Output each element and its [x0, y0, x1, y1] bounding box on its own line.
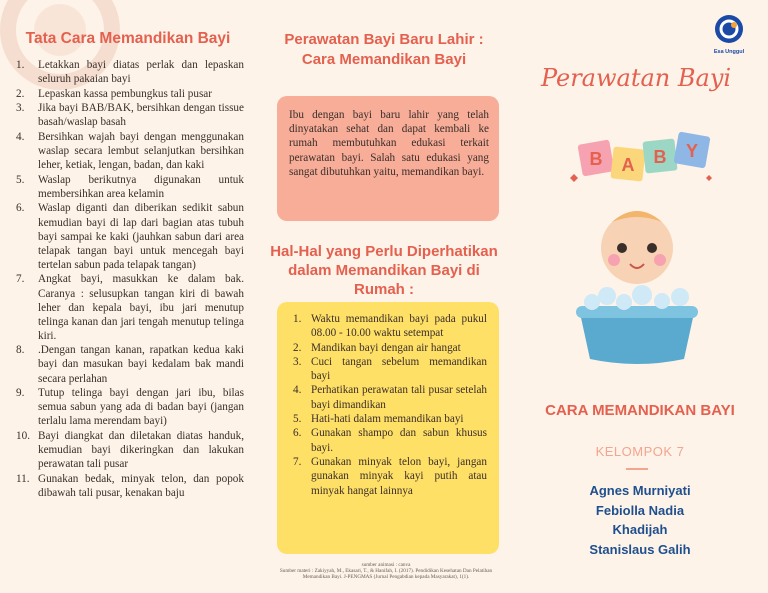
members-list [512, 481, 768, 559]
tip-item: 7. Gunakan minyak telon bayi, jangan gunakan minyak kayi putih atau minyak hangat lainnya [293, 455, 487, 497]
logo-text: Esa Unggul [713, 49, 745, 55]
intro-box: Ibu dengan bayi baru lahir yang telah dinyatakan sehat dan dapat kembali ke rumah membutuhkan edukasi terkait perawatan bayi. Salah satu edukasi yang sangat dibutuhkan yaitu, memandikan bayi. [277, 96, 499, 221]
tip-item: 3. Cuci tangan sebelum memandikan bayi [293, 355, 487, 383]
member-name: Febiolla Nadia [595, 502, 685, 518]
panel2-title: Perawatan Bayi Baru Lahir : Cara Memandikan Bayi [284, 31, 484, 68]
step-item: 9. Tutup telinga bayi dengan jari ibu, bilas semua sabun yang ada di badan bayi (jangan terlalu lama merendam bayi) [16, 387, 244, 428]
bathing-steps-list [16, 58, 244, 500]
logo-icon [714, 14, 744, 44]
baby-blocks-icon [566, 118, 716, 198]
member-name: Khadijah [612, 522, 668, 537]
university-logo [708, 14, 750, 62]
panel2-subtitle: Hal-Hal yang Perlu Diperhatikan dalam Memandikan Bayi di Rumah : [270, 243, 498, 298]
step-item: 10. Bayi diangkat dan diletakan diatas handuk, kemudian bayi dikeringkan dan lakukan perawatan tali pusar [16, 429, 244, 471]
tip-item: 4. Perhatikan perawatan tali pusar setelah bayi dimandikan [293, 384, 487, 411]
block-letter: A [621, 155, 635, 175]
baby-bath-icon [572, 198, 702, 368]
panel1-title: Tata Cara Memandikan Bayi [25, 30, 231, 47]
step-item: 1. Letakkan bayi diatas perlak dan lepaskan seluruh pakaian bayi [16, 59, 244, 86]
divider [626, 468, 648, 470]
member-name: Stanislaus Galih [589, 541, 691, 557]
block-letter: B [589, 149, 603, 169]
step-item: 3. Jika bayi BAB/BAK, bersihkan dengan tissue basah/waslap basah [16, 102, 244, 129]
tip-item: 5. Hati-hati dalam memandikan bayi [293, 413, 464, 426]
block-letter: Y [685, 141, 699, 161]
step-item: 2. Lepaskan kassa pembungkus tali pusar [16, 87, 212, 100]
step-item: 7. Angkat bayi, masukkan ke dalam bak. Caranya : selusupkan tangan kiri di bawah leher dan kepala bayi, ibu jari menutup telinga kanan dan jari tengah menutup telinga kiri. [16, 273, 244, 342]
step-item: 4. Bersihkan wajah bayi dengan menggunakan waslap secara lembut selanjutkan bersihkan leher, ketiak, lengan, badan, dan kaki [16, 130, 244, 172]
tips-list [289, 312, 487, 498]
tip-item: 2. Mandikan bayi dengan air hangat [293, 341, 461, 354]
block-letter: B [653, 147, 667, 167]
tip-item: 1. Waktu memandikan bayi pada pukul 08.00 - 10.00 waktu setempat [293, 313, 487, 340]
step-item: 6. Waslap diganti dan diberikan sedikit sabun kemudian bayi di lap dari bagian atas tubuh bayi sampai ke kaki (jauhkan sabun dari area telapak tangan bayi untuk mencegah bayi tertelan sabun pada telapak tangan) [16, 202, 244, 271]
tip-item: 6. Gunakan shampo dan sabun khusus bayi. [293, 427, 487, 454]
step-item: 5. Waslap berikutnya digunakan untuk membersihkan area kelamin [16, 173, 244, 200]
source-note: sumber animasi : canva Sumber materi : Zakiyyah, M., Ekasari, T., & Hanifah, I. (2017). Pendidikan Kesehatan Dan Pelatihan Memandikan Bayi. J-PENGMAS (Jurnal Pengabdian kepada Masyarakat), 1(1). [279, 562, 493, 581]
cover-script-title: Perawatan Bayi [540, 64, 732, 92]
step-item: 8. .Dengan tangan kanan, rapatkan kedua kaki bayi dan masukan bayi kedalam bak mandi secara perlahan [16, 344, 244, 385]
tips-box [277, 302, 499, 554]
cover-heading: CARA MEMANDIKAN BAYI [545, 402, 735, 419]
group-label: KELOMPOK 7 [595, 444, 685, 459]
step-item: 11. Gunakan bedak, minyak telon, dan popok dibawah tali pusar, kenakan baju [16, 472, 244, 499]
member-name: Agnes Murniyati [589, 483, 691, 498]
